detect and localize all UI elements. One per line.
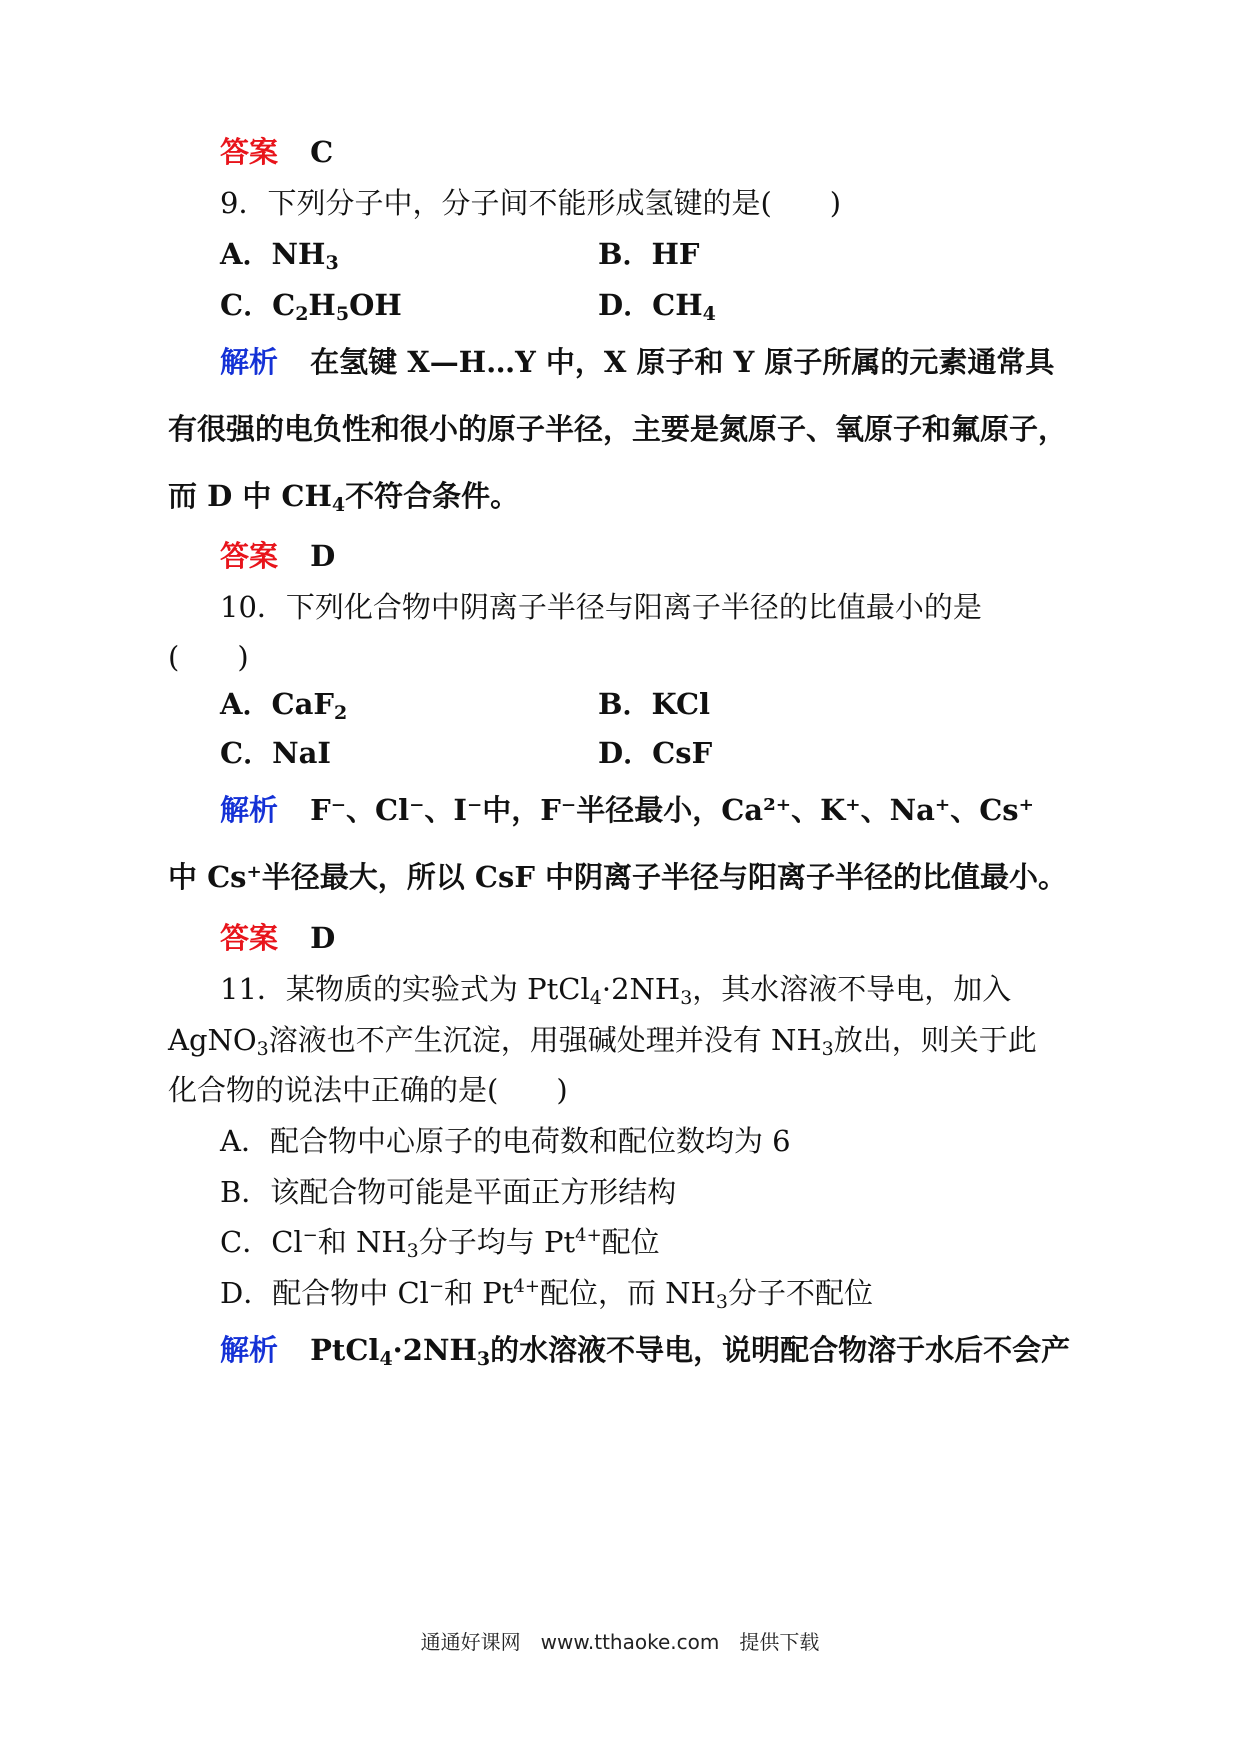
q10-analysis-line2: 中 Cs⁺半径最大，所以 CsF 中阴离子半径与阳离子半径的比值最小。 bbox=[168, 860, 1068, 894]
q9-stem: 9．下列分子中，分子间不能形成氢键的是( ) bbox=[220, 186, 842, 220]
subscript: 3 bbox=[680, 987, 693, 1009]
analysis-text: PtCl bbox=[310, 1333, 380, 1367]
q9-option-a bbox=[220, 234, 339, 274]
option-text: C．Cl bbox=[220, 1225, 303, 1259]
option-letter: D． bbox=[598, 288, 653, 322]
q11-option-d bbox=[220, 1273, 873, 1313]
option-text: 配位 bbox=[601, 1225, 660, 1259]
option-text: OH bbox=[349, 288, 402, 322]
answer-value: C bbox=[310, 135, 334, 169]
subscript: 5 bbox=[335, 303, 350, 325]
stem-text: ，其水溶液不导电，加入 bbox=[692, 972, 1012, 1006]
option-text: NH bbox=[271, 237, 326, 271]
superscript: 4+ bbox=[575, 1225, 602, 1246]
q10-answer-line bbox=[220, 918, 335, 958]
analysis-text: ·2NH bbox=[392, 1333, 477, 1367]
q11-stem-line1 bbox=[220, 969, 1011, 1009]
option-letter: C． bbox=[220, 288, 273, 322]
subscript: 4 bbox=[589, 987, 602, 1009]
footer-source: 通通好课网 www.tthaoke.com 提供下载 bbox=[420, 1630, 820, 1654]
option-text: 和 NH bbox=[317, 1225, 407, 1259]
option-text: NaI bbox=[272, 736, 331, 770]
analysis-text-group bbox=[310, 1333, 1071, 1370]
subscript: 2 bbox=[333, 702, 348, 724]
q10-stem-line2: ( ) bbox=[168, 640, 249, 674]
analysis-text: F⁻、Cl⁻、I⁻中，F⁻半径最小，Ca²⁺、K⁺、Na⁺、Cs⁺ bbox=[310, 793, 1034, 827]
stem-text: 放出，则关于此 bbox=[833, 1023, 1037, 1057]
option-letter: C． bbox=[220, 736, 273, 770]
analysis-label: 解析 bbox=[220, 345, 279, 379]
subscript: 2 bbox=[295, 303, 309, 325]
option-text: CaF bbox=[271, 687, 334, 721]
q8-answer-line bbox=[220, 132, 333, 172]
option-letter: B． bbox=[598, 237, 652, 271]
q9-analysis-line1 bbox=[220, 342, 1054, 382]
q10-option-b bbox=[598, 684, 710, 724]
option-text: HF bbox=[651, 237, 700, 271]
subscript: 3 bbox=[821, 1038, 834, 1060]
option-text: D．配合物中 Cl bbox=[220, 1276, 429, 1310]
subscript: 3 bbox=[256, 1038, 269, 1060]
option-text: 分子均与 Pt bbox=[418, 1225, 576, 1259]
q10-option-d bbox=[598, 733, 712, 773]
superscript: 4+ bbox=[513, 1276, 540, 1297]
q11-analysis-line1 bbox=[220, 1330, 1070, 1370]
option-text: KCl bbox=[651, 687, 711, 721]
q11-option-a: A．配合物中心原子的电荷数和配位数均为 6 bbox=[220, 1124, 791, 1158]
option-text: CH bbox=[652, 288, 703, 322]
q10-analysis-line1 bbox=[220, 790, 1034, 830]
q9-option-b bbox=[598, 234, 700, 274]
option-letter: A． bbox=[220, 237, 272, 271]
answer-value: D bbox=[310, 539, 336, 573]
analysis-label: 解析 bbox=[220, 1333, 279, 1367]
subscript: 3 bbox=[406, 1240, 419, 1262]
subscript: 3 bbox=[325, 252, 339, 274]
option-letter: A． bbox=[220, 687, 272, 721]
answer-label: 答案 bbox=[220, 539, 279, 573]
q9-option-d bbox=[598, 285, 716, 325]
q11-option-b: B．该配合物可能是平面正方形结构 bbox=[220, 1175, 677, 1209]
analysis-text: 不符合条件。 bbox=[345, 479, 520, 513]
superscript: − bbox=[302, 1225, 318, 1246]
subscript: 4 bbox=[379, 1348, 393, 1370]
subscript: 3 bbox=[715, 1291, 728, 1313]
option-text: 和 Pt bbox=[444, 1276, 514, 1310]
q9-analysis-line2: 有很强的电负性和很小的原子半径，主要是氮原子、氧原子和氟原子， bbox=[168, 412, 1068, 446]
option-text: 分子不配位 bbox=[727, 1276, 873, 1310]
q9-analysis-line3 bbox=[168, 476, 519, 516]
stem-text: 溶液也不产生沉淀，用强碱处理并没有 NH bbox=[268, 1023, 822, 1057]
superscript: − bbox=[428, 1276, 445, 1297]
q11-stem-line2 bbox=[168, 1020, 1037, 1060]
answer-value: D bbox=[310, 921, 336, 955]
q10-option-a bbox=[220, 684, 347, 724]
analysis-text: 在氢键 X—H…Y 中，X 原子和 Y 原子所属的元素通常具 bbox=[310, 345, 1055, 379]
option-text: H bbox=[308, 288, 336, 322]
answer-label: 答案 bbox=[220, 135, 279, 169]
q9-option-c bbox=[220, 285, 402, 325]
stem-text: AgNO bbox=[168, 1023, 257, 1057]
option-text: CsF bbox=[652, 736, 713, 770]
q10-option-c bbox=[220, 733, 331, 773]
option-letter: B． bbox=[598, 687, 652, 721]
stem-text: ·2NH bbox=[601, 972, 681, 1006]
option-text: 配位，而 NH bbox=[539, 1276, 716, 1310]
stem-text: 11．某物质的实验式为 PtCl bbox=[220, 972, 590, 1006]
option-letter: D． bbox=[598, 736, 653, 770]
subscript: 3 bbox=[476, 1348, 491, 1370]
q11-option-c bbox=[220, 1222, 660, 1262]
analysis-text: 而 D 中 CH bbox=[168, 479, 332, 513]
answer-label: 答案 bbox=[220, 921, 279, 955]
subscript: 4 bbox=[702, 303, 716, 325]
analysis-label: 解析 bbox=[220, 793, 279, 827]
subscript: 4 bbox=[331, 494, 346, 516]
q11-stem-line3: 化合物的说法中正确的是( ) bbox=[168, 1073, 568, 1107]
q9-answer-line bbox=[220, 536, 335, 576]
option-text: C bbox=[272, 288, 296, 322]
analysis-text: 的水溶液不导电，说明配合物溶于水后不会产 bbox=[490, 1333, 1071, 1367]
q10-stem-line1: 10．下列化合物中阴离子半径与阳离子半径的比值最小的是 bbox=[220, 590, 982, 624]
